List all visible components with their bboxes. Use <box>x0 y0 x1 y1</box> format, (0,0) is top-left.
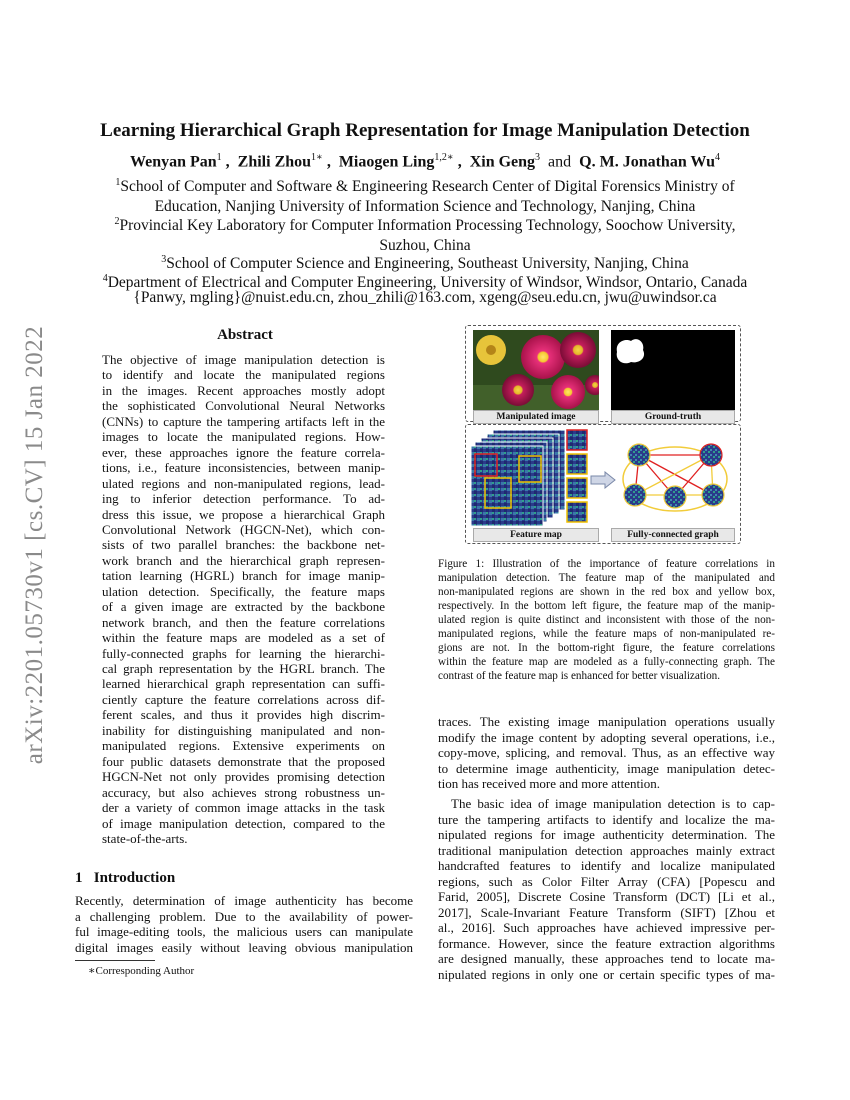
text-line: ulation detection. Specifically, the feature maps <box>102 583 385 599</box>
text-line: a challenging problem. Due to the availability of power- <box>75 908 413 924</box>
footnote: ∗Corresponding Author <box>88 965 195 977</box>
affil-line: School of Computer and Software & Engineering Research Center of Digital Forensics Ministry of <box>120 178 735 196</box>
footnote-rule <box>75 960 155 961</box>
text-line: nipulated regions in only one or certain specific types of ma- <box>438 966 775 982</box>
affil-sup: 3 <box>161 254 167 265</box>
section-number: 1 <box>75 870 83 886</box>
section-heading <box>75 870 175 887</box>
graph-node <box>628 444 650 466</box>
text-line: (CNNs) to capture the tampering artifacts left in the <box>102 413 385 429</box>
figure-1 <box>465 325 742 547</box>
pink-flower <box>560 332 596 368</box>
text-line: nipulated regions for image authenticity determination. The <box>438 827 775 842</box>
author-name: Q. M. Jonathan Wu <box>579 153 716 171</box>
text-line: of image manipulation detection, compared to the <box>102 815 385 831</box>
feature-map-front <box>471 446 543 526</box>
abstract-heading: Abstract <box>217 327 273 343</box>
text-line: are designed manually, these approaches tend to locate ma- <box>438 951 775 966</box>
feature-map-stack <box>471 428 599 528</box>
pink-flower <box>551 375 585 409</box>
text-line: sists of two parallel branches: the backbone net- <box>102 537 385 553</box>
affil-line: Department of Electrical and Computer Engineering, University of Windsor, Windsor, Ontario, Canada <box>107 274 748 292</box>
text-line: contrast of the feature map is enhanced for better visualization. <box>438 670 721 682</box>
pink-flower <box>521 335 565 379</box>
text-line: non-manipulated regions are shown in the red box and yellow box, <box>438 586 775 598</box>
graph-node <box>624 484 646 506</box>
text-line: tion has received more and more attention. <box>438 776 661 791</box>
affiliation-1 <box>40 173 810 217</box>
text-line: cal graph representation by the HGRL branch. The <box>102 661 385 676</box>
text-line: ferent scales, and thus it provides high discrim- <box>102 707 385 723</box>
author-name: Wenyan Pan <box>129 153 217 171</box>
text-line: manipulated regions. Extensive experiments on <box>102 738 385 754</box>
ground-truth-mask <box>611 330 735 410</box>
text-line: digital images easily without leaving obvious manipulation <box>75 939 413 955</box>
text-line: formance. However, since the feature extraction algorithms <box>438 935 775 951</box>
text-line: 2017], Scale-Invariant Feature Transform (SIFT) [Zhou et <box>438 904 775 920</box>
label-fully-connected-graph: Fully-connected graph <box>611 528 735 542</box>
email-list: {Panwy, mgling}@nuist.edu.cn, zhou_zhili@163.com, xgeng@seu.edu.cn, jwu@uwindsor.ca <box>133 289 717 306</box>
text-line: Recently, determination of image authenticity has become <box>75 893 413 908</box>
text-line: within the feature maps are modeled as a set of <box>102 630 385 646</box>
label-feature-map: Feature map <box>473 528 599 542</box>
text-line: tions, i.e., feature inconsistencies, between manip- <box>102 460 385 476</box>
text-line: inability for distinguishing manipulated and non- <box>102 722 385 738</box>
author-affil-sup: 1,2∗ <box>434 152 454 163</box>
text-line: manipulation detection. The feature map of the manipulated and <box>438 572 775 584</box>
text-line: ing to inferior detection performance. To ad- <box>102 491 385 507</box>
region-patch-yellow <box>567 478 587 498</box>
text-line: The objective of image manipulation detection is <box>102 352 385 367</box>
manipulated-image <box>473 330 599 410</box>
graph-node-manipulated <box>700 444 722 466</box>
text-line: Convolutional Network (HGCN-Net), which con- <box>102 521 385 537</box>
affil-line: Suzhou, China <box>379 237 471 255</box>
author-name: Miaogen Ling <box>338 153 435 171</box>
text-line: Farid, 2005], Discrete Cosine Transform (DCT) [Li et al., <box>438 889 775 904</box>
text-line: traces. The existing image manipulation operations usually <box>438 714 775 729</box>
text-line: ulated region is quite distinct and inconsistent with those of the non- <box>438 614 775 626</box>
affil-line: Education, Nanjing University of Information Science and Technology, Nanjing, China <box>154 198 696 216</box>
text-line: manipulated regions, while the feature maps of non-manipulated re- <box>438 628 775 640</box>
author-affil-sup: 1∗ <box>311 152 323 163</box>
author-name: Xin Geng <box>469 153 536 171</box>
text-line: modify the image content by adopting several operations, i.e., <box>438 729 775 745</box>
mask-region <box>617 339 644 363</box>
text-line: state-of-the-arts. <box>102 830 188 846</box>
pink-flower <box>502 374 534 406</box>
paper-title: Learning Hierarchical Graph Representation for Image Manipulation Detection <box>100 120 750 141</box>
text-line: accuracy, but also achieves strong robustness un- <box>102 784 385 800</box>
affil-sup: 1 <box>115 177 121 188</box>
region-patch-yellow <box>567 454 587 474</box>
text-line: HGCN-Net not only provides promising detection <box>102 769 385 785</box>
text-line: ever, these approaches ignore the feature correla- <box>102 444 385 460</box>
text-line: der a variety of common image attacks in the task <box>102 800 385 816</box>
text-line: in the images. Recent approaches mostly adopt <box>102 382 385 398</box>
text-line: four public datasets demonstrate that the proposed <box>102 753 385 769</box>
region-patch-red <box>567 430 587 450</box>
fully-connected-graph <box>615 429 735 529</box>
text-line: ful image-editing tools, the malicious users can manipulate <box>75 924 413 939</box>
author-name: Zhili Zhou <box>237 153 312 171</box>
affil-line: School of Computer Science and Engineering, Southeast University, Nanjing, China <box>166 255 689 273</box>
label-manipulated-image: Manipulated image <box>473 410 599 424</box>
and-word: and <box>548 153 572 171</box>
text-line: handcrafted features to identify and localize manipulated <box>438 858 775 873</box>
text-line: dress this issue, we propose a hierarchical Graph <box>102 506 385 522</box>
flower-center <box>486 345 496 355</box>
region-patch-yellow <box>567 502 587 522</box>
text-line: work branch and the hierarchical graph represen- <box>102 552 385 568</box>
author-affil-sup: 3 <box>535 152 541 163</box>
text-line: to identify and locate the manipulated regions <box>102 367 385 383</box>
text-line: regions, such as Color Filter Array (CFA) [Popescu and <box>438 873 775 889</box>
section-title: Introduction <box>93 870 176 886</box>
text-line: traditional manipulation detection approaches mainly extract <box>438 842 775 858</box>
text-line: respectively. In the bottom left figure, the feature map of the manip- <box>438 600 775 612</box>
arrow-icon <box>589 471 617 489</box>
arxiv-stamp: arXiv:2201.05730v1 [cs.CV] 15 Jan 2022 <box>21 325 48 765</box>
text-line: learned hierarchical graph representation can suffi- <box>102 676 385 692</box>
affil-sup: 2 <box>114 216 120 227</box>
text-line: network branch, and then the feature correlations <box>102 614 385 630</box>
label-ground-truth: Ground-truth <box>611 410 735 424</box>
text-line: ture the tampering artifacts to identify and localize the ma- <box>438 811 775 827</box>
text-line: tation learning (HGRL) branch for image manip- <box>102 568 385 584</box>
text-line: fully-connected graphs for learning the hierarchi- <box>102 645 385 661</box>
text-line: The basic idea of image manipulation detection is to cap- <box>451 796 775 811</box>
graph-node <box>702 484 724 506</box>
text-line: images to locate the manipulated regions. How- <box>102 429 385 445</box>
text-line: within the feature map are modeled as a fully-connecting graph. The <box>438 656 775 668</box>
affil-sup: 4 <box>102 273 108 284</box>
author-affil-sup: 4 <box>715 152 721 163</box>
text-line: to determine image authenticity, image manipulation detec- <box>438 760 775 776</box>
text-line: ciently capture the feature correlations across dif- <box>102 691 385 707</box>
text-line: of a given image are extracted by the backbone <box>102 599 385 615</box>
text-line: al., 2016]. Such approaches have achieved impressive per- <box>438 920 775 935</box>
text-line: gions are not. In the bottom-right figure, the feature correlations <box>438 642 775 654</box>
affil-line: Provincial Key Laboratory for Computer Information Processing Technology, Soochow University, <box>119 217 736 235</box>
graph-node <box>664 486 686 508</box>
text-line: Figure 1: Illustration of the importance of feature correlations in <box>438 558 775 570</box>
text-line: copy-move, splicing, and removal. Thus, as an effective way <box>438 745 775 760</box>
text-line: the sophisticated Convolutional Neural Networks <box>102 398 385 414</box>
text-line: ulated regions and non-manipulated regions, lead- <box>102 475 385 491</box>
author-affil-sup: 1 <box>216 152 222 163</box>
author-list: Wenyan Pan$^1$ , Zhili Zhou$^{1∗}$ , Miaogen Ling$^{1,2∗}$ , Xin Geng$^3$ and Q. M. Jonathan Wu$^4$ <box>129 152 721 171</box>
